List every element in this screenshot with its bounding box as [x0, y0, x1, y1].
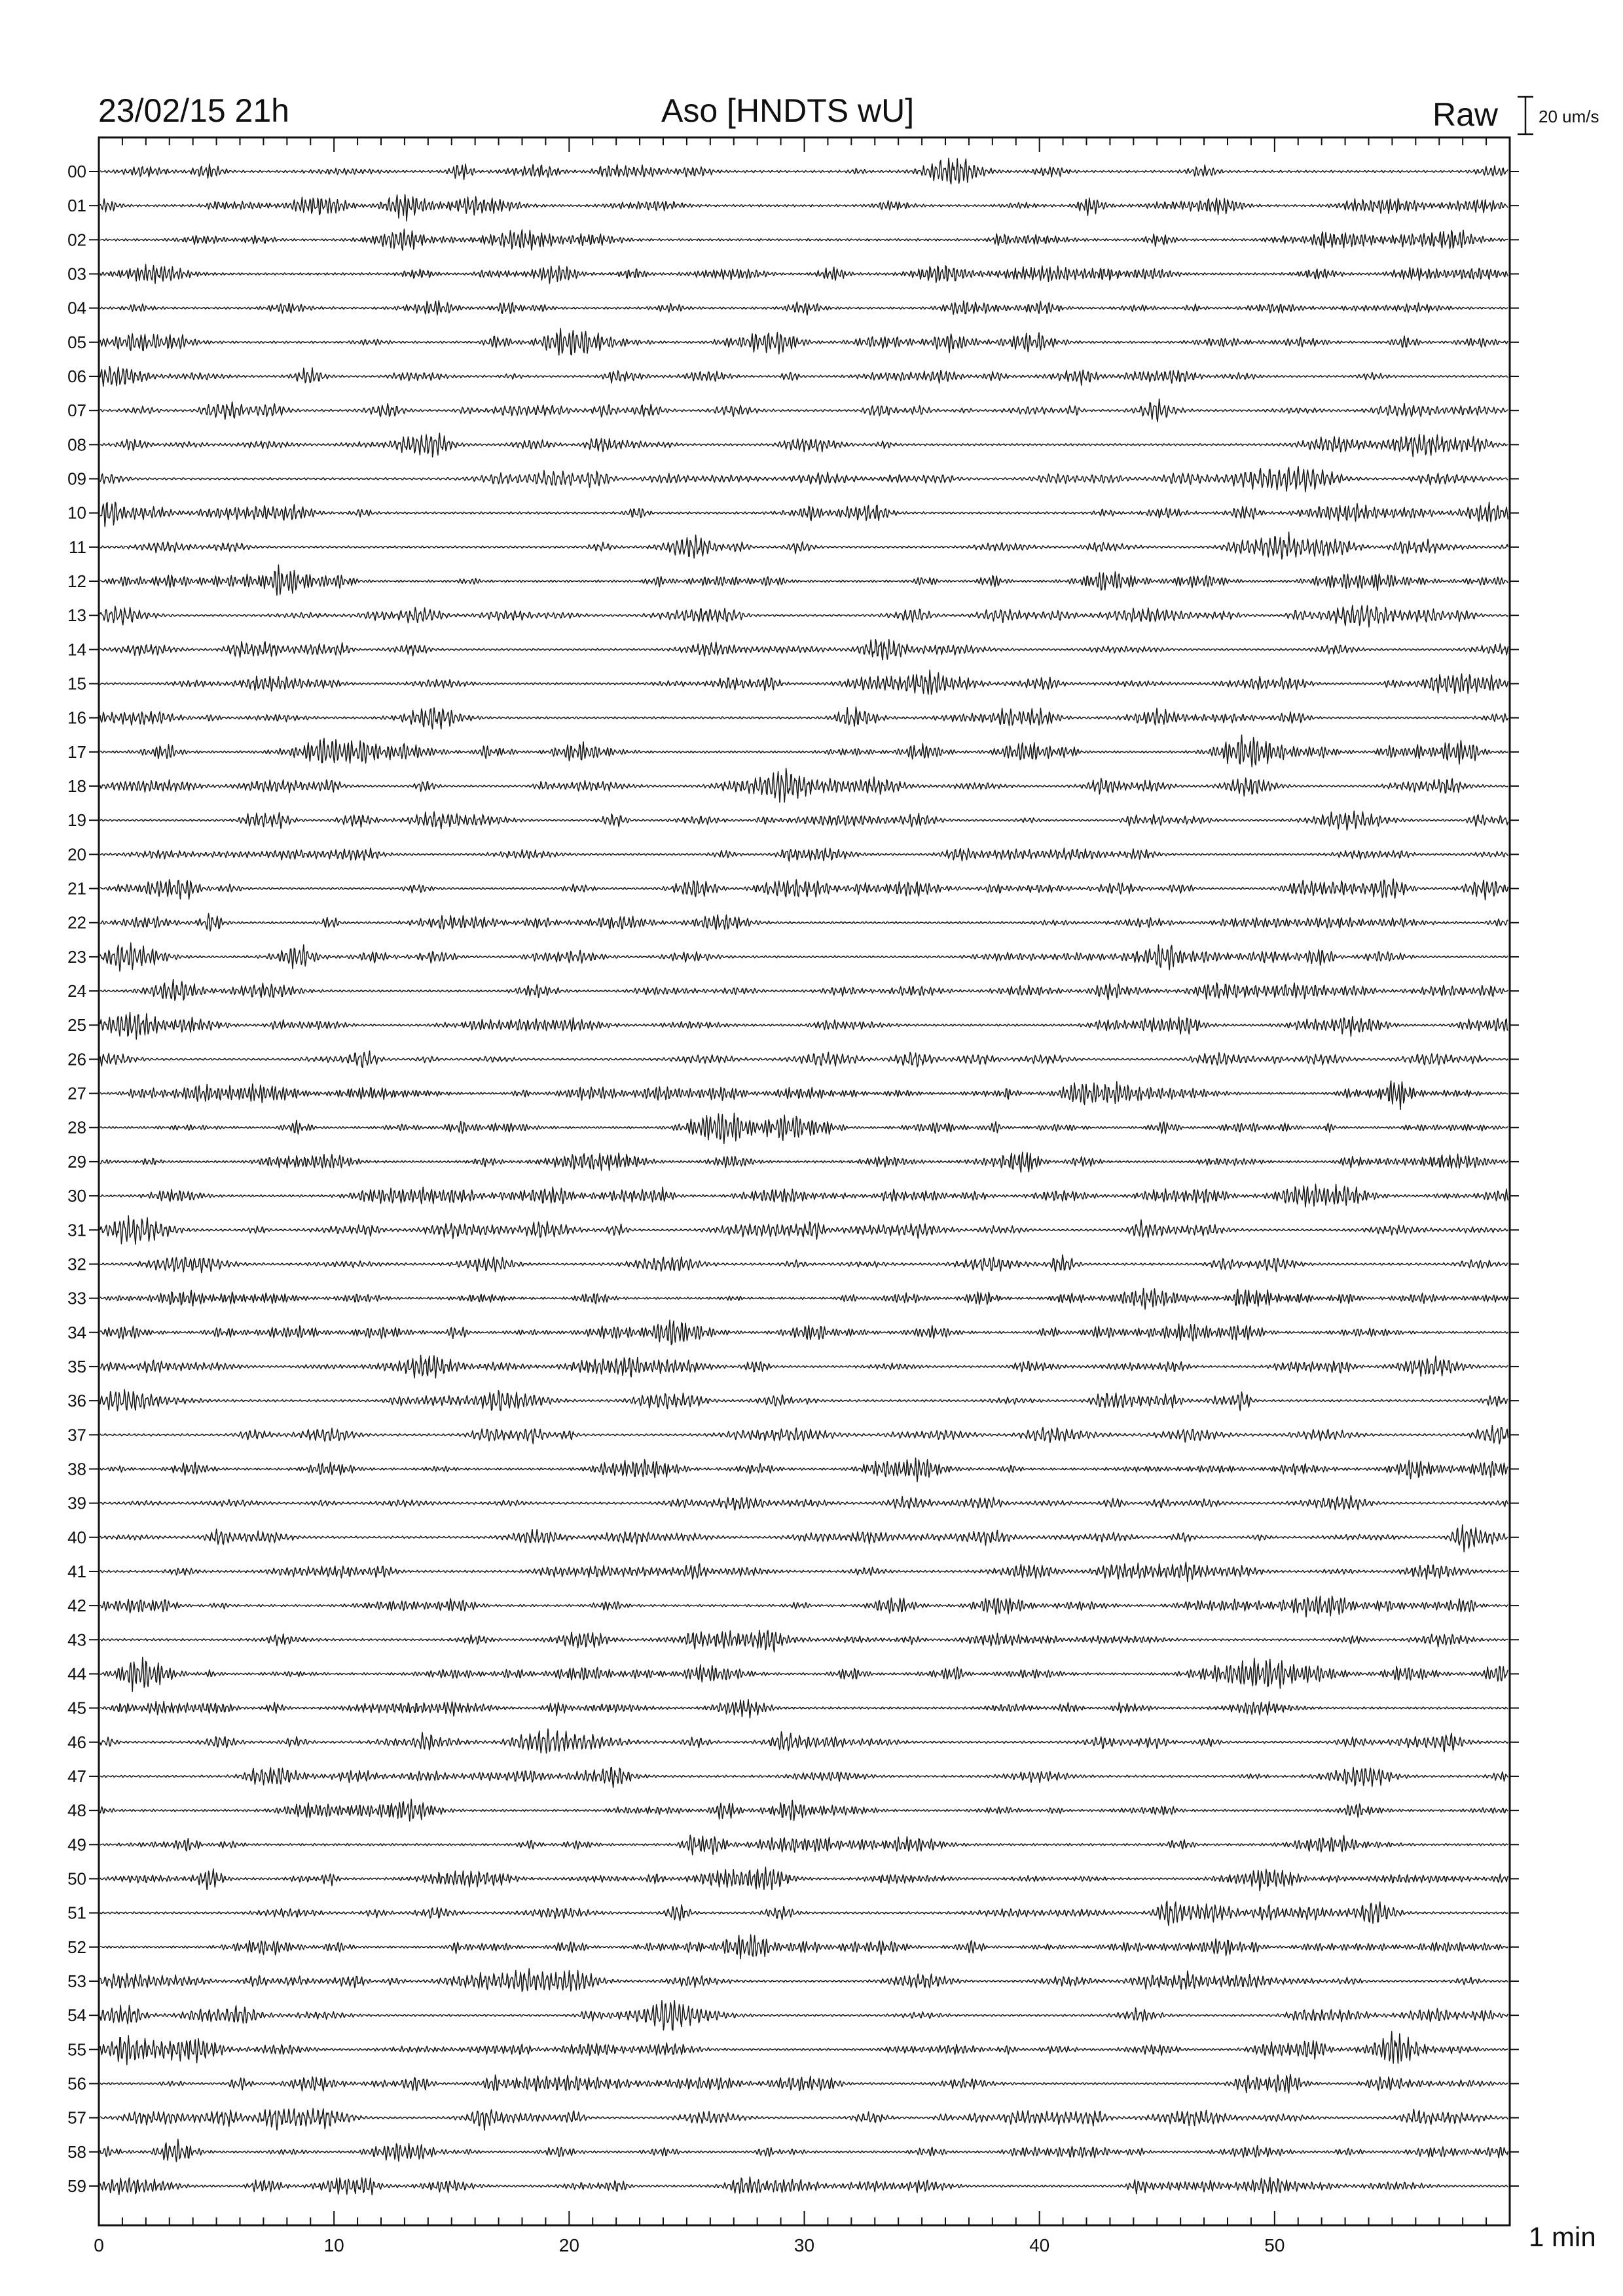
waveform-trace-47 [100, 1767, 1508, 1787]
waveform-trace-07 [100, 399, 1508, 422]
waveform-trace-51 [100, 1901, 1508, 1926]
waveform-trace-36 [100, 1390, 1508, 1411]
row-label-27: 27 [67, 1083, 86, 1103]
row-label-04: 04 [67, 298, 86, 318]
scale-bar [1518, 97, 1533, 134]
row-label-51: 51 [67, 1903, 86, 1923]
row-label-10: 10 [67, 503, 86, 523]
row-label-38: 38 [67, 1459, 86, 1479]
row-label-45: 45 [67, 1698, 86, 1718]
waveform-trace-21 [100, 879, 1508, 900]
waveform-trace-20 [100, 848, 1508, 861]
row-label-48: 48 [67, 1801, 86, 1821]
row-label-03: 03 [67, 264, 86, 284]
row-label-15: 15 [67, 673, 86, 694]
waveform-trace-44 [100, 1657, 1508, 1691]
waveform-trace-57 [100, 2109, 1508, 2130]
waveform-trace-59 [100, 2177, 1508, 2195]
row-label-57: 57 [67, 2108, 86, 2128]
waveform-trace-19 [100, 811, 1508, 830]
row-label-42: 42 [67, 1596, 86, 1616]
waveform-traces [89, 158, 1519, 2195]
row-label-50: 50 [67, 1869, 86, 1889]
x-tick-label: 20 [558, 2235, 579, 2255]
row-label-34: 34 [67, 1322, 86, 1342]
waveform-trace-52 [100, 1935, 1508, 1959]
row-label-21: 21 [67, 878, 86, 899]
waveform-trace-03 [100, 264, 1508, 283]
waveform-trace-33 [100, 1288, 1508, 1309]
waveform-trace-09 [100, 467, 1508, 492]
row-label-13: 13 [67, 605, 86, 626]
waveform-trace-02 [100, 229, 1508, 250]
row-label-49: 49 [67, 1835, 86, 1855]
row-label-24: 24 [67, 981, 86, 1001]
x-tick-label: 40 [1029, 2235, 1050, 2255]
row-label-20: 20 [67, 844, 86, 865]
row-label-47: 47 [67, 1766, 86, 1786]
row-label-14: 14 [67, 639, 86, 660]
row-label-30: 30 [67, 1186, 86, 1206]
waveform-trace-04 [100, 301, 1508, 315]
row-label-00: 00 [67, 162, 86, 181]
waveform-trace-56 [100, 2074, 1508, 2092]
row-label-37: 37 [67, 1425, 86, 1445]
row-label-02: 02 [67, 230, 86, 250]
row-label-07: 07 [67, 401, 86, 421]
row-label-31: 31 [67, 1220, 86, 1240]
waveform-trace-16 [100, 707, 1508, 729]
row-label-32: 32 [67, 1254, 86, 1274]
row-label-19: 19 [67, 810, 86, 831]
row-label-58: 58 [67, 2142, 86, 2162]
waveform-trace-31 [100, 1215, 1508, 1244]
waveform-trace-49 [100, 1835, 1508, 1855]
waveform-trace-38 [100, 1458, 1508, 1482]
x-tick-label: 10 [323, 2235, 344, 2255]
row-label-36: 36 [67, 1391, 86, 1411]
waveform-trace-08 [100, 433, 1508, 457]
x-axis-label: 1 min [1529, 2221, 1596, 2252]
waveform-trace-22 [100, 914, 1508, 931]
row-label-18: 18 [67, 776, 86, 797]
waveform-trace-39 [100, 1496, 1508, 1510]
waveform-trace-15 [100, 670, 1508, 694]
x-tick-label: 50 [1264, 2235, 1285, 2255]
row-label-25: 25 [67, 1015, 86, 1035]
row-label-33: 33 [67, 1288, 86, 1308]
waveform-trace-13 [100, 605, 1508, 627]
waveform-trace-25 [100, 1013, 1508, 1039]
waveform-trace-06 [100, 367, 1508, 387]
waveform-trace-18 [100, 768, 1508, 802]
row-label-12: 12 [67, 571, 86, 592]
row-label-39: 39 [67, 1493, 86, 1513]
waveform-trace-32 [100, 1255, 1508, 1272]
top-tick-marks [99, 137, 1510, 152]
row-labels [67, 162, 86, 2196]
waveform-trace-58 [100, 2139, 1508, 2161]
row-label-11: 11 [69, 537, 86, 557]
row-label-01: 01 [67, 196, 86, 216]
row-label-41: 41 [67, 1561, 86, 1581]
row-label-05: 05 [67, 332, 86, 352]
row-label-44: 44 [67, 1664, 86, 1684]
waveform-trace-54 [100, 2001, 1508, 2030]
row-label-56: 56 [67, 2073, 86, 2094]
waveform-trace-41 [100, 1562, 1508, 1582]
waveform-trace-45 [100, 1700, 1508, 1718]
scale-label: 20 um/s [1539, 107, 1599, 126]
waveform-trace-10 [100, 502, 1508, 526]
waveform-trace-55 [100, 2032, 1508, 2065]
waveform-trace-53 [100, 1969, 1508, 1992]
waveform-trace-01 [100, 194, 1508, 221]
waveform-trace-40 [100, 1525, 1508, 1552]
waveform-trace-46 [100, 1729, 1508, 1753]
datetime-label: 23/02/15 21h [98, 92, 289, 129]
waveform-trace-00 [100, 158, 1508, 185]
waveform-trace-23 [100, 942, 1508, 971]
x-tick-label: 30 [793, 2235, 815, 2255]
waveform-trace-43 [100, 1630, 1508, 1652]
row-label-35: 35 [67, 1356, 86, 1376]
waveform-trace-34 [100, 1320, 1508, 1345]
row-label-54: 54 [67, 2005, 86, 2026]
row-label-55: 55 [67, 2039, 86, 2060]
waveform-trace-24 [100, 980, 1508, 1001]
row-label-46: 46 [67, 1732, 86, 1752]
waveform-trace-11 [100, 532, 1508, 559]
waveform-trace-17 [100, 735, 1508, 767]
waveform-trace-28 [100, 1113, 1508, 1144]
waveform-trace-26 [100, 1051, 1508, 1068]
waveform-trace-12 [100, 565, 1508, 595]
row-label-40: 40 [67, 1527, 86, 1547]
row-label-52: 52 [67, 1937, 86, 1957]
waveform-trace-50 [100, 1867, 1508, 1891]
x-tick-label: 0 [94, 2235, 104, 2255]
row-label-53: 53 [67, 1971, 86, 1991]
row-label-26: 26 [67, 1049, 86, 1069]
waveform-trace-29 [100, 1152, 1508, 1172]
waveform-trace-30 [100, 1184, 1508, 1207]
row-label-17: 17 [67, 742, 86, 762]
row-label-43: 43 [67, 1630, 86, 1650]
row-label-29: 29 [67, 1151, 86, 1172]
waveform-trace-05 [100, 329, 1508, 355]
waveform-trace-35 [100, 1355, 1508, 1378]
bottom-tick-marks [99, 2211, 1510, 2225]
row-label-22: 22 [67, 912, 86, 933]
waveform-trace-14 [100, 639, 1508, 660]
mode-label: Raw [1432, 96, 1499, 133]
row-label-23: 23 [67, 946, 86, 967]
x-tick-labels [94, 2235, 1285, 2255]
row-label-08: 08 [67, 435, 86, 455]
waveform-trace-48 [100, 1799, 1508, 1821]
row-label-59: 59 [67, 2176, 86, 2196]
row-label-09: 09 [67, 469, 86, 489]
row-label-06: 06 [67, 367, 86, 387]
waveform-trace-27 [100, 1081, 1508, 1109]
row-label-28: 28 [67, 1117, 86, 1138]
waveform-trace-37 [100, 1426, 1508, 1444]
station-title: Aso [HNDTS wU] [661, 92, 915, 129]
row-label-16: 16 [67, 708, 86, 728]
waveform-trace-42 [100, 1596, 1508, 1617]
